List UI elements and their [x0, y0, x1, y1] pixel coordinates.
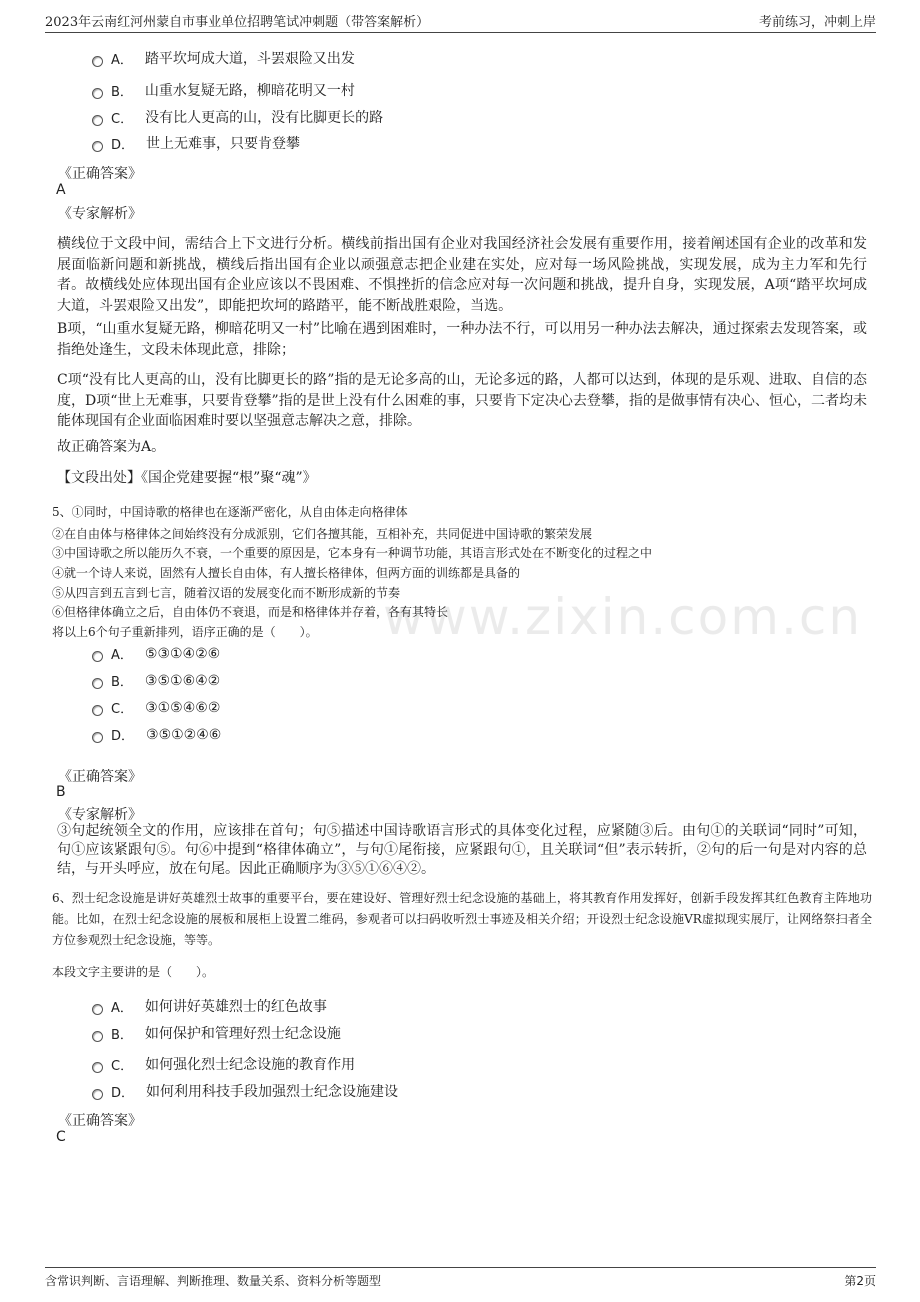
radio-icon[interactable]: [92, 1004, 103, 1015]
watermark: www.zixin.com.cn: [383, 588, 863, 646]
option-letter: A．: [111, 52, 133, 68]
q5-option-d[interactable]: [92, 725, 221, 744]
radio-icon[interactable]: [92, 1062, 103, 1073]
q6-option-a[interactable]: [92, 996, 327, 1016]
radio-icon[interactable]: [92, 141, 103, 152]
option-text: ③⑤①⑥④②: [144, 672, 221, 689]
q4-analysis-paragraph-2: B项，“山重水复疑无路，柳暗花明又一村”比喻在遇到困难时，一种办法不行，可以用另一种办法去解决，通过探索去发现答案，或指绝处逢生，文段未体现此意，排除；: [57, 321, 867, 358]
option-text: ⑤③①④②⑥: [144, 645, 221, 662]
q5-analysis-label: 《专家解析》: [58, 807, 142, 823]
q5-option-a[interactable]: [92, 644, 220, 663]
q4-option-d[interactable]: [92, 133, 300, 153]
q5-question: 将以上6个句子重新排列，语序正确的是（ ）。: [52, 625, 318, 639]
option-letter: B．: [111, 84, 133, 100]
option-letter: C．: [111, 1058, 134, 1074]
q5-line-6: ⑥但格律体确立之后，自由体仍不衰退，而是和格律体并存着，各有其特长: [52, 605, 449, 619]
q4-analysis-paragraph-3: C项“没有比人更高的山，没有比脚更长的路”指的是无论多高的山，无论多远的路，人都可以达到，体现的是乐观、进取、自信的态度，D项“世上无难事，只要肯登攀”指的是世上没有什么困难的事，只要肯下定决心去登攀，指的是做事情有决心、恒心，二者均未能体现国有企业面临困难时要以坚强意志解决之意，排除。: [57, 372, 867, 429]
q5-line-1: 5、①同时，中国诗歌的格律也在逐渐严密化，从自由体走向格律体: [52, 505, 408, 519]
option-letter: A．: [111, 648, 133, 663]
radio-icon[interactable]: [92, 651, 103, 662]
q5-line-5: ⑤从四言到五言到七言，随着汉语的发展变化而不断形成新的节奏: [52, 586, 401, 600]
q4-analysis-conclusion: 故正确答案为A。: [57, 439, 166, 455]
option-letter: B．: [111, 675, 133, 690]
q5-analysis: ③句起统领全文的作用，应该排在首句；句⑤描述中国诗歌语言形式的具体变化过程，应紧随③后。由句①的关联词“同时”可知，句①应该紧跟句⑤。句⑥中提到“格律体确立”，与句①尾衔接，应紧跟句①，且关联词“但”表示转折，②句的后一句是对内容的总结，与开头呼应，放在句尾。因此正确顺序为③⑤①⑥④②。: [57, 823, 867, 877]
option-text: 如何利用科技手段加强烈士纪念设施建设: [146, 1084, 399, 1100]
radio-icon[interactable]: [92, 1089, 103, 1100]
q4-analysis-paragraph-1: 横线位于文段中间，需结合上下文进行分析。横线前指出国有企业对我国经济社会发展有重要作用，接着阐述国有企业的改革和发展面临新问题和新挑战，横线后指出国有企业以顽强意志把企业建在实处，应对每一场风险挑战，实现发展，成为主力军和先行者。故横线处应体现出国有企业应该以不畏困难、不惧挫折的信念应对每一次问题和挑战，提升自身，实现发展，A项“踏平坎坷成大道，斗罢艰险又出发”，即能把坎坷的路踏平，能不断战胜艰险，当选。: [57, 236, 867, 314]
q6-option-b[interactable]: [92, 1023, 341, 1043]
option-text: 没有比人更高的山，没有比脚更长的路: [145, 110, 384, 126]
option-text: 如何强化烈士纪念设施的教育作用: [145, 1057, 356, 1073]
radio-icon[interactable]: [92, 88, 103, 99]
q5-answer-label: 《正确答案》: [58, 769, 142, 785]
q6-option-c[interactable]: [92, 1054, 355, 1074]
option-letter: D．: [111, 137, 135, 153]
q6-stem: 6、烈士纪念设施是讲好英雄烈士故事的重要平台，要在建设好、管理好烈士纪念设施的基础上，将其教育作用发挥好，创新手段发挥其红色教育主阵地功能。比如，在烈士纪念设施的展板和展柜上设置二维码，参观者可以扫码收听烈士事迹及相关介绍；开设烈士纪念设施VR虚拟现实展厅，让网络祭扫者全方位参观烈士纪念设施，等等。: [52, 891, 872, 947]
page-number-prefix: 第: [844, 1274, 857, 1288]
option-text: 如何讲好英雄烈士的红色故事: [144, 999, 327, 1015]
page-header-slogan: 考前练习，冲刺上岸: [758, 15, 876, 30]
radio-icon[interactable]: [92, 1031, 103, 1042]
page-number-suffix: 页: [863, 1274, 876, 1288]
option-letter: A．: [111, 1000, 133, 1016]
page-number: [844, 1272, 876, 1289]
q4-analysis-label: 《专家解析》: [58, 206, 142, 222]
q5-line-4: ④就一个诗人来说，固然有人擅长自由体，有人擅长格律体，但两方面的训练都是具备的: [52, 566, 521, 580]
q6-answer-label: 《正确答案》: [58, 1113, 142, 1129]
radio-icon[interactable]: [92, 678, 103, 689]
q4-source: 【文段出处】《国企党建要握“根”聚“魂”》: [57, 470, 317, 486]
q5-answer: B: [56, 784, 66, 800]
option-text: 世上无难事，只要肯登攀: [146, 136, 301, 152]
q4-answer-label: 《正确答案》: [58, 166, 142, 182]
radio-icon[interactable]: [92, 56, 103, 67]
option-letter: D．: [111, 729, 135, 744]
q4-option-a[interactable]: [92, 48, 355, 68]
radio-icon[interactable]: [92, 732, 103, 743]
option-letter: C．: [111, 111, 134, 127]
option-letter: C．: [111, 702, 134, 717]
q5-line-2: ②在自由体与格律体之间始终没有分成派别，它们各擅其能，互相补充，共同促进中国诗歌的繁荣发展: [52, 527, 593, 541]
option-text: 踏平坎坷成大道，斗罢艰险又出发: [144, 51, 355, 67]
q4-option-c[interactable]: [92, 107, 383, 127]
q4-answer: A: [56, 182, 66, 198]
q4-option-b[interactable]: [92, 80, 355, 100]
footer-divider: [45, 1267, 876, 1268]
page-header-title: 2023年云南红河州蒙自市事业单位招聘笔试冲刺题（带答案解析）: [45, 15, 430, 30]
option-letter: D．: [111, 1085, 135, 1101]
q5-option-b[interactable]: [92, 671, 220, 690]
header-divider: [45, 32, 876, 33]
q6-option-d[interactable]: [92, 1081, 398, 1101]
option-text: 山重水复疑无路，柳暗花明又一村: [144, 83, 355, 99]
radio-icon[interactable]: [92, 705, 103, 716]
q6-answer: C: [56, 1129, 66, 1145]
radio-icon[interactable]: [92, 115, 103, 126]
option-text: ③⑤①②④⑥: [146, 726, 222, 743]
option-text: 如何保护和管理好烈士纪念设施: [144, 1026, 341, 1042]
q5-line-3: ③中国诗歌之所以能历久不衰，一个重要的原因是，它本身有一种调节功能，其语言形式处在不断变化的过程之中: [52, 546, 653, 560]
q6-question: 本段文字主要讲的是（ ）。: [52, 965, 215, 979]
q5-option-c[interactable]: [92, 698, 220, 717]
option-letter: B．: [111, 1027, 133, 1043]
footer-note: 含常识判断、言语理解、判断推理、数量关系、资料分析等题型: [45, 1274, 382, 1288]
option-text: ③①⑤④⑥②: [145, 699, 221, 716]
page-number-value: 2: [856, 1274, 864, 1288]
